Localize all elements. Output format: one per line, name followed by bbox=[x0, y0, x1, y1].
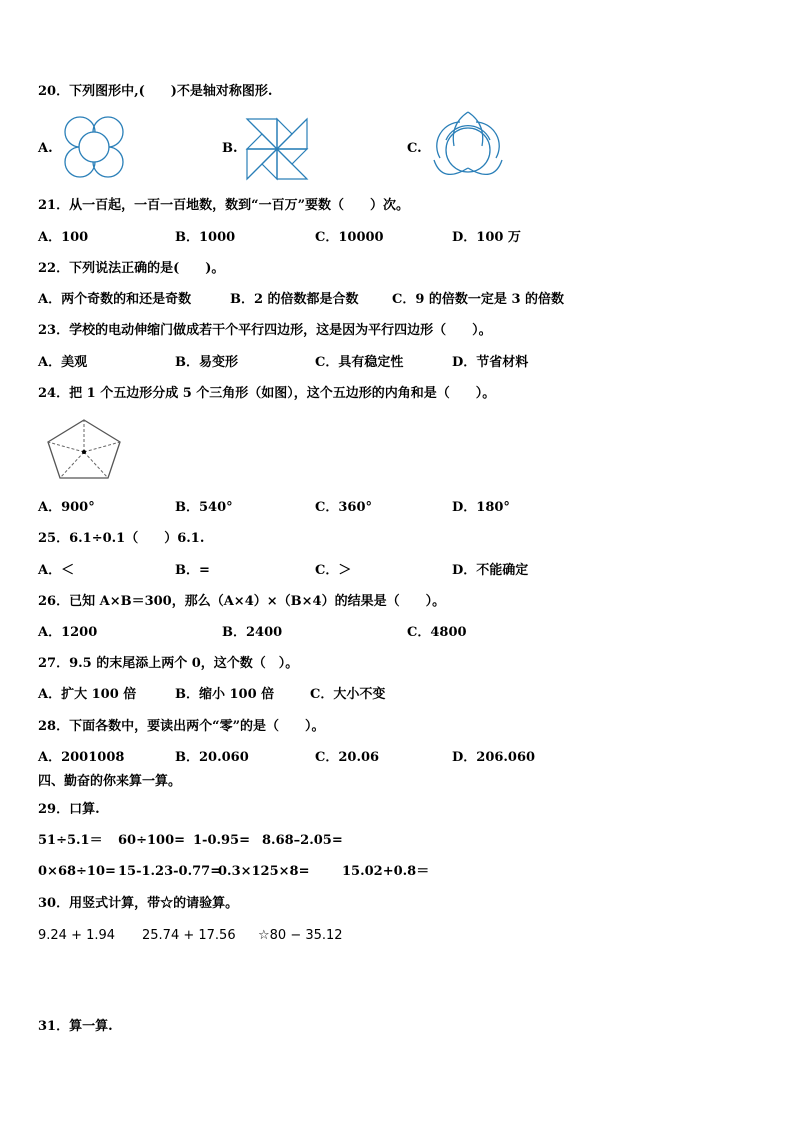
q28-option-c[interactable]: C．20.06 bbox=[315, 750, 380, 765]
q21-stem: 21．从一百起，一百一百地数，数到“一百万”要数（ ）次。 bbox=[38, 198, 410, 213]
pentagon-divided-icon bbox=[46, 418, 122, 480]
q25-option-c[interactable]: C．＞ bbox=[315, 563, 352, 578]
q20-option-b[interactable]: B. bbox=[222, 141, 238, 156]
q29-r1-item-3: 1-0.95= bbox=[193, 833, 250, 848]
q26-option-c[interactable]: C．4800 bbox=[407, 625, 467, 640]
q21-option-d[interactable]: D．100 万 bbox=[452, 230, 521, 245]
q30-item-1: 9.24 + 1.94 bbox=[38, 928, 116, 943]
q23-option-a[interactable]: A．美观 bbox=[38, 355, 88, 370]
q29-r2-item-4: 15.02+0.8＝ bbox=[342, 864, 430, 879]
q23-option-c[interactable]: C．具有稳定性 bbox=[315, 355, 404, 370]
q25-option-a[interactable]: A．＜ bbox=[38, 563, 75, 578]
q29-r2-item-1: 0×68÷10= bbox=[38, 864, 116, 879]
q28-option-d[interactable]: D．206.060 bbox=[452, 750, 536, 765]
q26-option-b[interactable]: B．2400 bbox=[222, 625, 283, 640]
q23-option-b[interactable]: B．易变形 bbox=[175, 355, 238, 370]
three-petal-circle-icon bbox=[430, 110, 506, 184]
q29-stem: 29．口算. bbox=[38, 802, 100, 817]
q22-stem: 22．下列说法正确的是( )。 bbox=[38, 261, 225, 276]
q28-option-b[interactable]: B．20.060 bbox=[175, 750, 249, 765]
q25-option-d[interactable]: D．不能确定 bbox=[452, 563, 529, 578]
q28-stem: 28．下面各数中，要读出两个“零”的是（ ）。 bbox=[38, 719, 325, 734]
q23-stem: 23．学校的电动伸缩门做成若干个平行四边形，这是因为平行四边形（ ）。 bbox=[38, 323, 492, 338]
q30-stem: 30．用竖式计算，带☆的请验算。 bbox=[38, 896, 239, 911]
q27-option-a[interactable]: A．扩大 100 倍 bbox=[38, 687, 137, 702]
q20-option-c[interactable]: C. bbox=[407, 141, 422, 156]
q30-item-3: ☆80 − 35.12 bbox=[258, 928, 343, 943]
q22-option-c[interactable]: C．9 的倍数一定是 3 的倍数 bbox=[392, 292, 565, 307]
q27-option-c[interactable]: C．大小不变 bbox=[310, 687, 386, 702]
q22-option-a[interactable]: A．两个奇数的和还是奇数 bbox=[38, 292, 192, 307]
q29-r1-item-1: 51÷5.1＝ bbox=[38, 833, 103, 848]
section-4-title: 四、勤奋的你来算一算。 bbox=[38, 774, 182, 789]
q20-option-a[interactable]: A. bbox=[38, 141, 53, 156]
q26-option-a[interactable]: A．1200 bbox=[38, 625, 98, 640]
q30-item-2: 25.74 + 17.56 bbox=[142, 928, 236, 943]
q25-option-b[interactable]: B．= bbox=[175, 563, 210, 578]
q29-r2-item-3: 0.3×125×8= bbox=[218, 864, 310, 879]
q28-option-a[interactable]: A．2001008 bbox=[38, 750, 125, 765]
q24-option-a[interactable]: A．900° bbox=[38, 500, 95, 515]
q29-r1-item-4: 8.68–2.05= bbox=[262, 833, 343, 848]
q26-stem: 26．已知 A×B＝300，那么（A×4）×（B×4）的结果是（ ）。 bbox=[38, 594, 446, 609]
q24-option-c[interactable]: C．360° bbox=[315, 500, 372, 515]
q22-option-b[interactable]: B．2 的倍数都是合数 bbox=[230, 292, 359, 307]
q20-stem: 20．下列图形中,( )不是轴对称图形. bbox=[38, 84, 273, 99]
q24-stem: 24．把 1 个五边形分成 5 个三角形（如图），这个五边形的内角和是（ ）。 bbox=[38, 386, 496, 401]
q24-option-b[interactable]: B．540° bbox=[175, 500, 233, 515]
q29-r2-item-2: 15-1.23-0.77= bbox=[118, 864, 222, 879]
q25-stem: 25．6.1÷0.1（ ）6.1. bbox=[38, 531, 205, 546]
q27-stem: 27．9.5 的末尾添上两个 0，这个数（ ）。 bbox=[38, 656, 299, 671]
pinwheel-icon bbox=[246, 118, 308, 180]
q21-option-b[interactable]: B．1000 bbox=[175, 230, 236, 245]
q23-option-d[interactable]: D．节省材料 bbox=[452, 355, 529, 370]
q24-option-d[interactable]: D．180° bbox=[452, 500, 510, 515]
q21-option-c[interactable]: C．10000 bbox=[315, 230, 384, 245]
q21-option-a[interactable]: A．100 bbox=[38, 230, 89, 245]
four-circle-flower-icon bbox=[60, 114, 128, 182]
q29-r1-item-2: 60÷100= bbox=[118, 833, 186, 848]
q31-stem: 31．算一算. bbox=[38, 1019, 113, 1034]
q27-option-b[interactable]: B．缩小 100 倍 bbox=[175, 687, 275, 702]
